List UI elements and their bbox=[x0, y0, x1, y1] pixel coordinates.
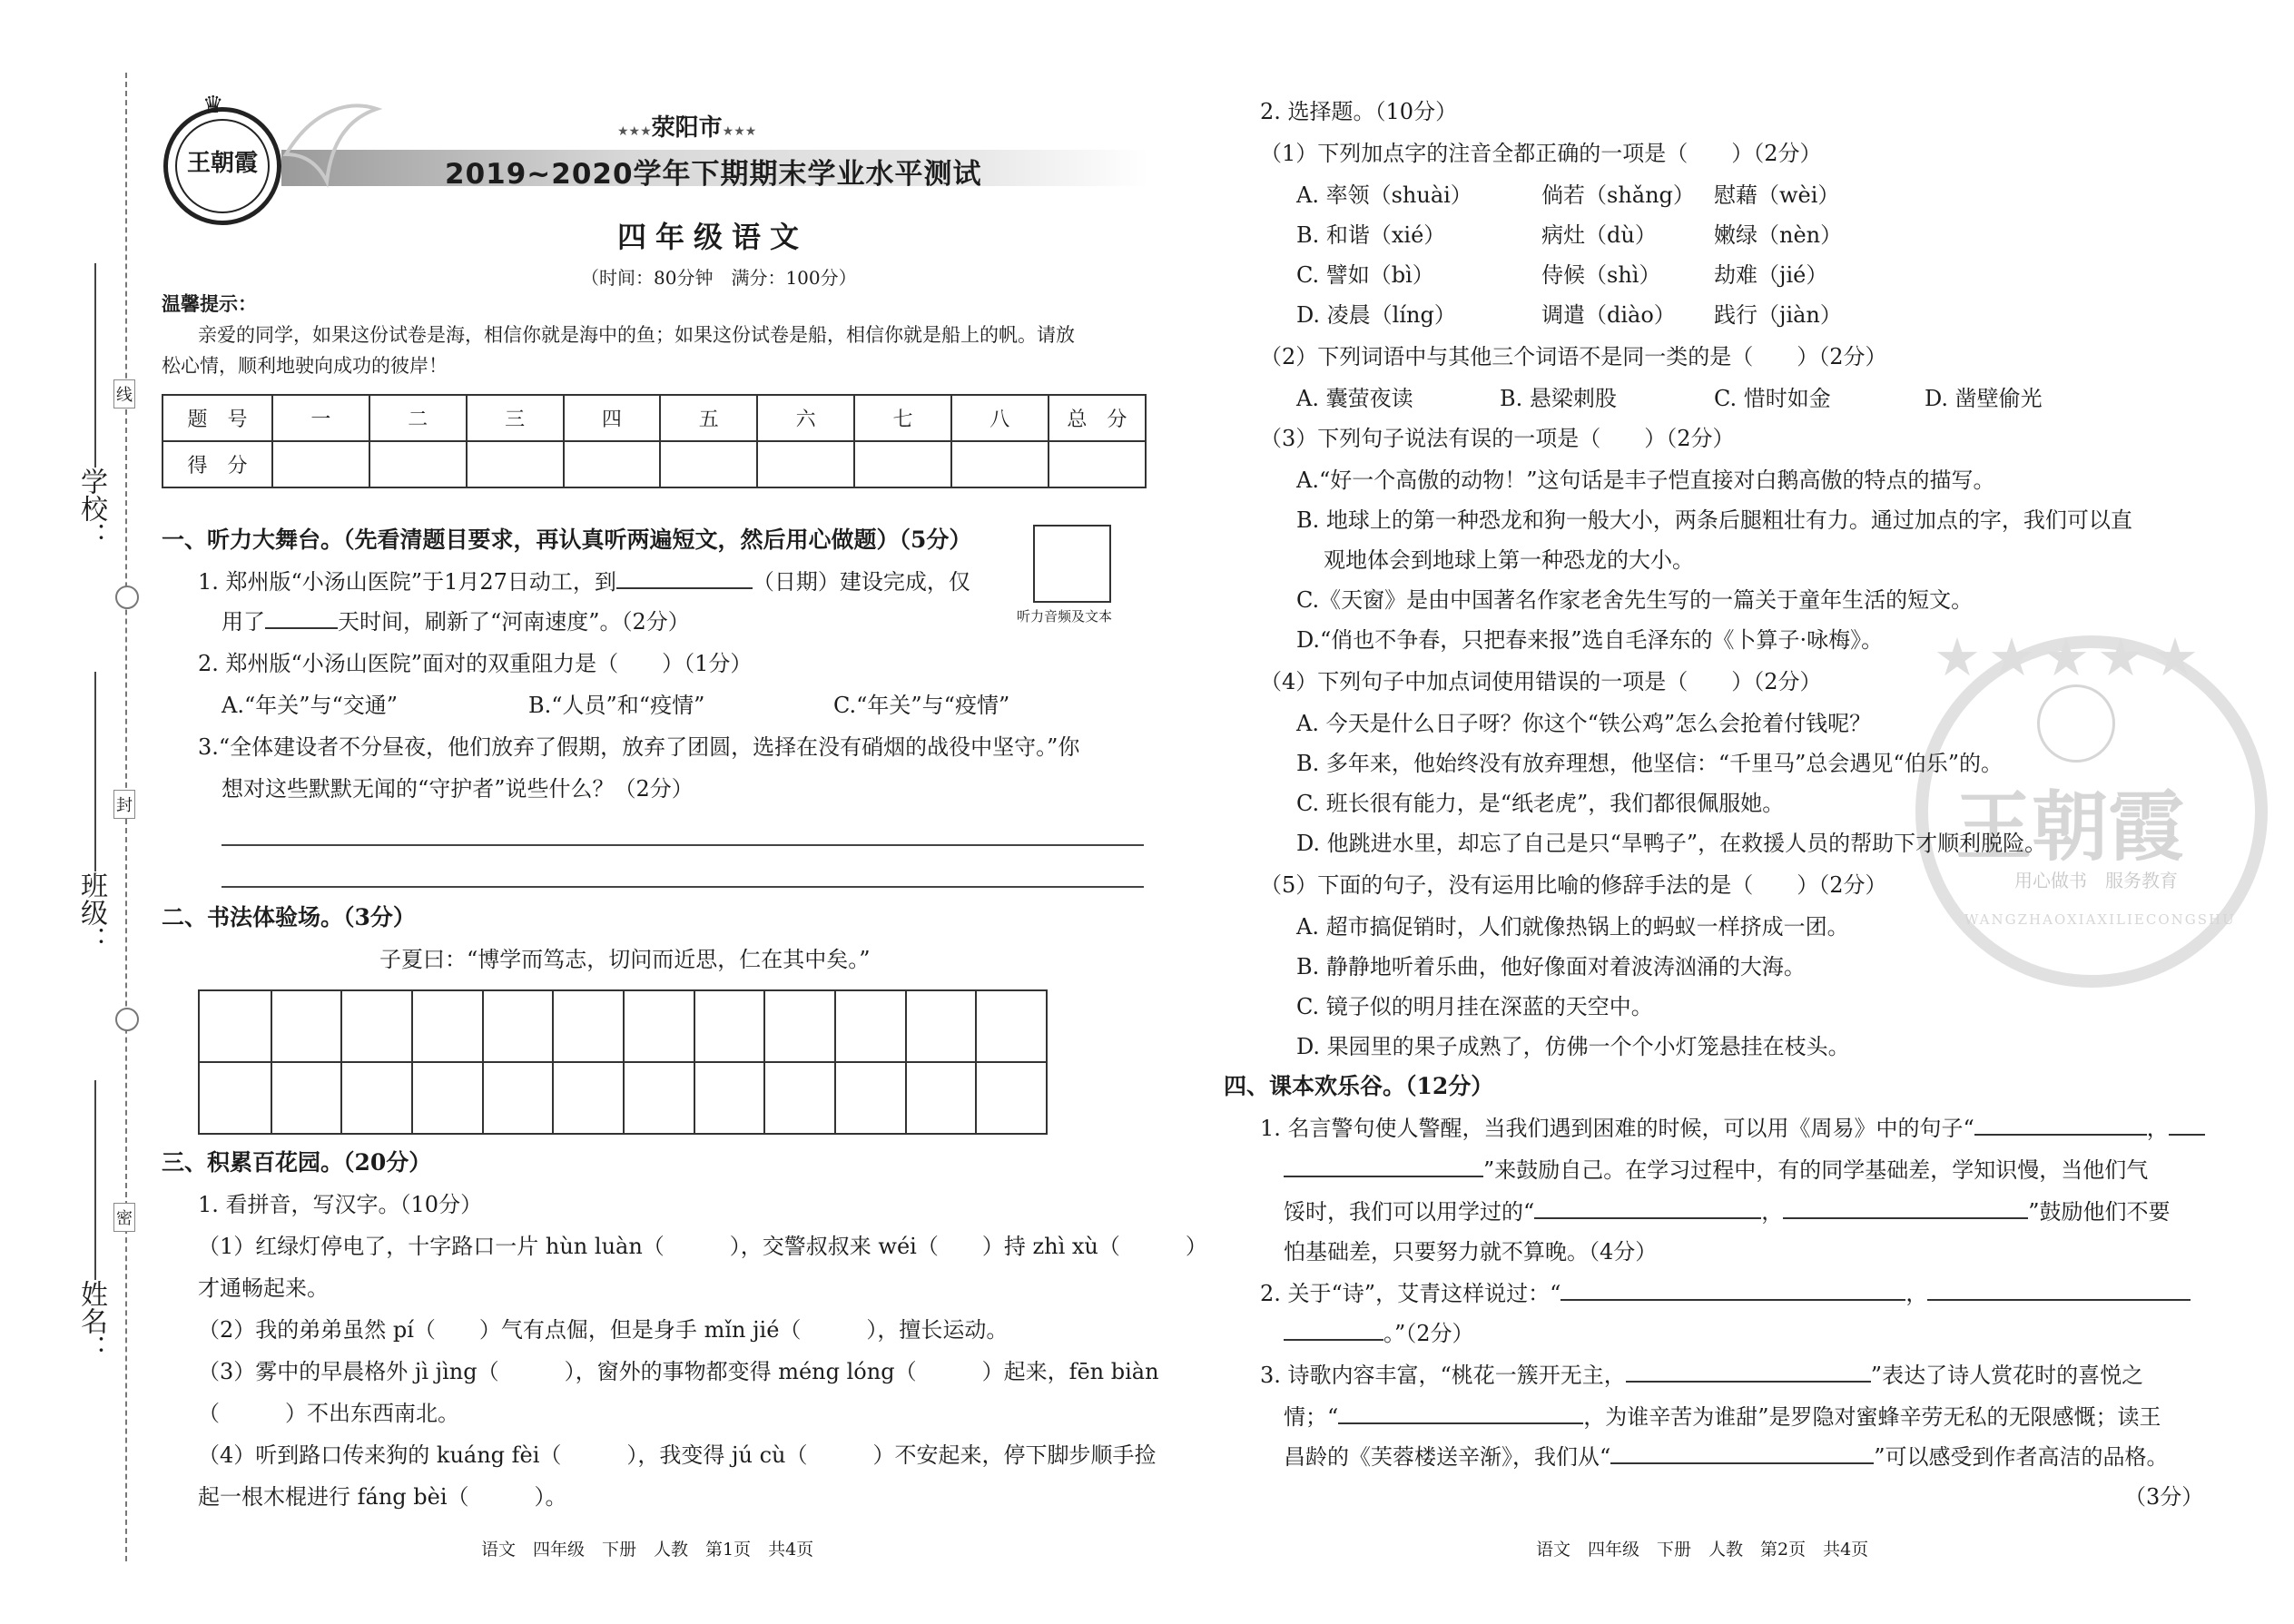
score-table-score-row bbox=[162, 441, 1146, 487]
watermark-brand: 王朝霞 bbox=[1955, 782, 2185, 871]
r-s4-q2-line2: 。”（2分） bbox=[1284, 1318, 1474, 1349]
score-input-cell[interactable] bbox=[757, 441, 854, 487]
time-info: （时间：80分钟 满分：100分） bbox=[581, 267, 857, 289]
answer-blank[interactable] bbox=[616, 567, 753, 589]
answer-blank[interactable] bbox=[1534, 1197, 1761, 1219]
r-section4-title: 四、课本欢乐谷。（12分） bbox=[1224, 1073, 1494, 1099]
score-input-cell[interactable] bbox=[272, 441, 369, 487]
watermark-seal bbox=[1915, 635, 2268, 988]
class-label: 班级： bbox=[75, 871, 107, 953]
r-q1-a-1: A. 率领（shuài） bbox=[1296, 182, 1472, 208]
name-label: 姓名： bbox=[75, 1280, 107, 1362]
s3-q1: 1. 看拼音，写汉字。（10分） bbox=[198, 1192, 483, 1217]
s1-q1-line2: 用了 天时间，刷新了“河南速度”。（2分） bbox=[222, 609, 690, 635]
score-input-cell[interactable] bbox=[951, 441, 1049, 487]
section1-title: 一、听力大舞台。（先看清题目要求，再认真听两遍短文，然后用心做题）（5分） bbox=[162, 527, 972, 553]
answer-blank[interactable] bbox=[1610, 1442, 1874, 1464]
r-q3-a[interactable]: A.“好一个高傲的动物！”这句话是丰子恺直接对白鹅高傲的特点的描写。 bbox=[1296, 468, 1995, 493]
answer-line[interactable] bbox=[222, 886, 1144, 888]
r-q1-a-3: 慰藉（wèi） bbox=[1714, 182, 1840, 208]
answer-blank[interactable] bbox=[1561, 1279, 1905, 1301]
r-q2-option-d[interactable]: D. 凿壁偷光 bbox=[1925, 386, 2043, 411]
s3-line-7: 起一根木棍进行 fáng bèi（ ）。 bbox=[198, 1484, 567, 1510]
r-q1-b-2: 病灶（dù） bbox=[1541, 222, 1657, 248]
r-q5-c[interactable]: C. 镜子似的明月挂在深蓝的天空中。 bbox=[1296, 994, 1653, 1019]
crown-icon: ♛ bbox=[202, 92, 224, 119]
r-s4-q2-line1: 2. 关于“诗”，艾青这样说过：“ ， bbox=[1260, 1278, 2191, 1309]
score-cell-header: 五 bbox=[660, 395, 757, 441]
tips-line-1: 亲爱的同学，如果这份试卷是海，相信你就是海中的鱼；如果这份试卷是船，相信你就是船上的帆。请放 bbox=[198, 324, 1075, 346]
score-input-cell[interactable] bbox=[467, 441, 564, 487]
s1-q3-line1: 3.“全体建设者不分昼夜，他们放弃了假期，放弃了团圆，选择在没有硝烟的战役中坚守。”你 bbox=[198, 734, 1080, 760]
city-name: ★★★荥阳市★★★ bbox=[617, 114, 757, 142]
r-s4-q1-line1: 1. 名言警句使人警醒，当我们遇到困难的时候，可以用《周易》中的句子“ ， bbox=[1260, 1113, 2205, 1144]
answer-blank[interactable] bbox=[1927, 1279, 2191, 1301]
r-q5: （5）下面的句子，没有运用比喻的修辞手法的是（ ）（2分） bbox=[1260, 872, 1887, 898]
r-s4-q1-line2: ”来鼓励自己。在学习过程中，有的同学基础差，学知识慢，当他们气 bbox=[1284, 1155, 2148, 1186]
r-s4-q1-line4: 怕基础差，只要努力就不算晚。（4分） bbox=[1284, 1239, 1658, 1265]
r-s4-q3-line1: 3. 诗歌内容丰富，“桃花一簇开无主， ”表达了诗人赏花时的喜悦之 bbox=[1260, 1363, 2144, 1388]
r-q2: （2）下列词语中与其他三个词语不是同一类的是（ ）（2分） bbox=[1260, 344, 1887, 369]
r-q4-b[interactable]: B. 多年来，他始终没有放弃理想，他坚信：“千里马”总会遇见“伯乐”的。 bbox=[1296, 751, 2003, 776]
footer-left: 语文 四年级 下册 人教 第1页 共4页 bbox=[481, 1540, 814, 1560]
r-q1-c-1: C. 譬如（bì） bbox=[1296, 262, 1434, 288]
r-q2-option-a[interactable]: A. 囊萤夜读 bbox=[1296, 386, 1413, 411]
exam-title: 2019~2020学年下期期末学业水平测试 bbox=[445, 158, 982, 191]
answer-blank[interactable] bbox=[1626, 1361, 1871, 1383]
punch-hole-1 bbox=[115, 586, 139, 609]
score-input-cell[interactable] bbox=[1049, 441, 1146, 487]
section2-title: 二、书法体验场。（3分） bbox=[162, 904, 416, 930]
footer-right: 语文 四年级 下册 人教 第2页 共4页 bbox=[1536, 1540, 1869, 1560]
r-q1-c-3: 劫难（jié） bbox=[1714, 262, 1828, 288]
binding-mark-seal: 封 bbox=[113, 790, 135, 819]
watermark-portrait-icon bbox=[2037, 684, 2115, 763]
brand-logo bbox=[163, 92, 281, 225]
r-s4-q3-line2: 情；“ ，为谁辛苦为谁甜”是罗隐对蜜蜂辛劳无私的无限感慨；读王 bbox=[1284, 1404, 2161, 1430]
score-row-label: 得 分 bbox=[162, 441, 272, 487]
tips-title: 温馨提示： bbox=[162, 292, 257, 315]
calligraphy-grid[interactable] bbox=[198, 989, 1048, 1135]
score-cell-header: 六 bbox=[757, 395, 854, 441]
audio-qr-code[interactable] bbox=[1033, 525, 1111, 603]
s3-line-6: （4）听到路口传来狗的 kuáng fèi（ ），我变得 jú cù（ ）不安起来，停下脚步顺手捡 bbox=[198, 1442, 1157, 1468]
answer-blank[interactable] bbox=[2169, 1114, 2205, 1136]
score-cell-header: 题 号 bbox=[162, 395, 272, 441]
score-cell-header: 四 bbox=[564, 395, 661, 441]
subject-title: 四年级语文 bbox=[617, 220, 809, 254]
grid-row-line bbox=[200, 1061, 1046, 1063]
score-table-header-row bbox=[162, 395, 1146, 441]
r-q4: （4）下列句子中加点词使用错误的一项是（ ）（2分） bbox=[1260, 669, 1822, 694]
r-s4-q3-score: （3分） bbox=[2124, 1484, 2204, 1510]
section3-title: 三、积累百花园。（20分） bbox=[162, 1149, 432, 1176]
logo-text: 王朝霞 bbox=[186, 150, 258, 177]
score-table bbox=[162, 394, 1147, 488]
s1-q3-line2: 想对这些默默无闻的“守护者”说些什么？（2分） bbox=[222, 776, 694, 802]
punch-hole-2 bbox=[115, 1008, 139, 1031]
r-q4-a[interactable]: A. 今天是什么日子呀？你这个“铁公鸡”怎么会抢着付钱呢？ bbox=[1296, 711, 1872, 736]
r-q3-b-2: 观地体会到地球上第一种恐龙的大小。 bbox=[1324, 547, 1694, 573]
s1-q2: 2. 郑州版“小汤山医院”面对的双重阻力是（ ）（1分） bbox=[198, 651, 753, 676]
answer-line[interactable] bbox=[222, 844, 1144, 846]
score-cell-header: 三 bbox=[467, 395, 564, 441]
r-q1-d-3: 践行（jiàn） bbox=[1714, 302, 1842, 328]
r-q3-c[interactable]: C.《天窗》是由中国著名作家老舍先生写的一篇关于童年生活的短文。 bbox=[1296, 587, 1974, 613]
name-field[interactable] bbox=[94, 1080, 96, 1280]
r-q1-a-2: 倘若（shǎng） bbox=[1541, 182, 1695, 208]
r-q1-c-2: 侍候（shì） bbox=[1541, 262, 1661, 288]
r-s2-title: 2. 选择题。（10分） bbox=[1260, 99, 1458, 124]
r-q1-d-2: 调遣（diào） bbox=[1541, 302, 1676, 328]
audio-caption: 听力音频及文本 bbox=[1017, 608, 1113, 625]
r-s4-q3-line3: 昌龄的《芙蓉楼送辛渐》，我们从“ ”可以感受到作者高洁的品格。 bbox=[1284, 1444, 2169, 1470]
score-cell-header: 八 bbox=[951, 395, 1049, 441]
r-s4-q1-line3: 馁时，我们可以用学过的“ ， ”鼓励他们不要 bbox=[1284, 1199, 2171, 1225]
calligraphy-quote: 子夏曰：“博学而笃志，切问而近思，仁在其中矣。” bbox=[379, 947, 871, 972]
s3-line-4: （3）雾中的早晨格外 jì jìng（ ），窗外的事物都变得 méng lóng（ ）起来，fēn biàn bbox=[198, 1359, 1159, 1384]
watermark-stars-icon: ★★★★★ bbox=[1934, 626, 2206, 688]
score-input-cell[interactable] bbox=[854, 441, 951, 487]
r-q5-b[interactable]: B. 静静地听着乐曲，他好像面对着波涛汹涌的大海。 bbox=[1296, 954, 1806, 979]
r-q4-d[interactable]: D. 他跳进水里，却忘了自己是只“旱鸭子”，在救援人员的帮助下才顺利脱险。 bbox=[1296, 831, 2047, 856]
answer-blank[interactable] bbox=[1783, 1197, 2028, 1219]
watermark-slogan: 用心做书 服务教育 bbox=[2014, 870, 2178, 891]
r-q2-option-c[interactable]: C. 惜时如金 bbox=[1714, 386, 1831, 411]
r-q3-b-1[interactable]: B. 地球上的第一种恐龙和狗一般大小，两条后腿粗壮有力。通过加点的字，我们可以直 bbox=[1296, 507, 2132, 533]
watermark-arc-text: WANGZHAOXIAXILIECONGSHU bbox=[1964, 911, 2236, 928]
tips-line-2: 松心情，顺利地驶向成功的彼岸！ bbox=[162, 355, 448, 377]
s3-line-5: （ ）不出东西南北。 bbox=[198, 1401, 459, 1426]
r-q1-b-3: 嫩绿（nèn） bbox=[1714, 222, 1843, 248]
score-input-cell[interactable] bbox=[564, 441, 661, 487]
ribbon-decoration bbox=[277, 91, 386, 191]
s3-line-1: （1）红绿灯停电了，十字路口一片 hùn luàn（ ），交警叔叔来 wéi（ ）持 zhì xù（ ） bbox=[198, 1234, 1207, 1259]
school-label: 学校： bbox=[75, 468, 107, 549]
answer-blank[interactable] bbox=[1284, 1156, 1483, 1177]
r-q5-a[interactable]: A. 超市搞促销时，人们就像热锅上的蚂蚁一样挤成一团。 bbox=[1296, 914, 1849, 940]
answer-blank[interactable] bbox=[265, 607, 338, 629]
s3-line-3: （2）我的弟弟虽然 pí（ ）气有点倔，但是身手 mǐn jié（ ），擅长运动。 bbox=[198, 1317, 1009, 1343]
score-cell-header: 一 bbox=[272, 395, 369, 441]
s1-q2-option-c[interactable]: C.“年关”与“疫情” bbox=[833, 693, 1010, 718]
s3-line-2: 才通畅起来。 bbox=[198, 1275, 329, 1301]
answer-blank[interactable] bbox=[1284, 1319, 1383, 1341]
score-input-cell[interactable] bbox=[369, 441, 467, 487]
score-cell-header: 总 分 bbox=[1049, 395, 1146, 441]
r-q1-d-1: D. 凌晨（líng） bbox=[1296, 302, 1456, 328]
school-field[interactable] bbox=[94, 263, 96, 468]
r-q5-d[interactable]: D. 果园里的果子成熟了，仿佛一个个小灯笼悬挂在枝头。 bbox=[1296, 1034, 1850, 1059]
r-q2-option-b[interactable]: B. 悬梁刺股 bbox=[1500, 386, 1617, 411]
r-q4-c[interactable]: C. 班长很有能力，是“纸老虎”，我们都很佩服她。 bbox=[1296, 791, 1785, 816]
r-q3: （3）下列句子说法有误的一项是（ ）（2分） bbox=[1260, 426, 1735, 451]
s1-q1-line1: 1. 郑州版“小汤山医院”于1月27日动工，到 （日期）建设完成，仅 bbox=[198, 569, 970, 595]
binding-mark-line: 线 bbox=[113, 379, 135, 408]
score-cell-header: 七 bbox=[854, 395, 951, 441]
score-cell-header: 二 bbox=[369, 395, 467, 441]
class-field[interactable] bbox=[94, 672, 96, 871]
answer-blank[interactable] bbox=[1974, 1114, 2147, 1136]
binding-mark-secret: 密 bbox=[113, 1203, 135, 1232]
r-q1-b-1: B. 和谐（xié） bbox=[1296, 222, 1446, 248]
r-q1: （1）下列加点字的注音全都正确的一项是（ ）（2分） bbox=[1260, 141, 1822, 166]
s1-q2-option-a[interactable]: A.“年关”与“交通” bbox=[222, 693, 399, 718]
r-q3-d[interactable]: D.“俏也不争春，只把春来报”选自毛泽东的《卜算子·咏梅》。 bbox=[1296, 627, 1884, 653]
score-input-cell[interactable] bbox=[660, 441, 757, 487]
answer-blank[interactable] bbox=[1338, 1403, 1583, 1424]
s1-q2-option-b[interactable]: B.“人员”和“疫情” bbox=[528, 693, 705, 718]
